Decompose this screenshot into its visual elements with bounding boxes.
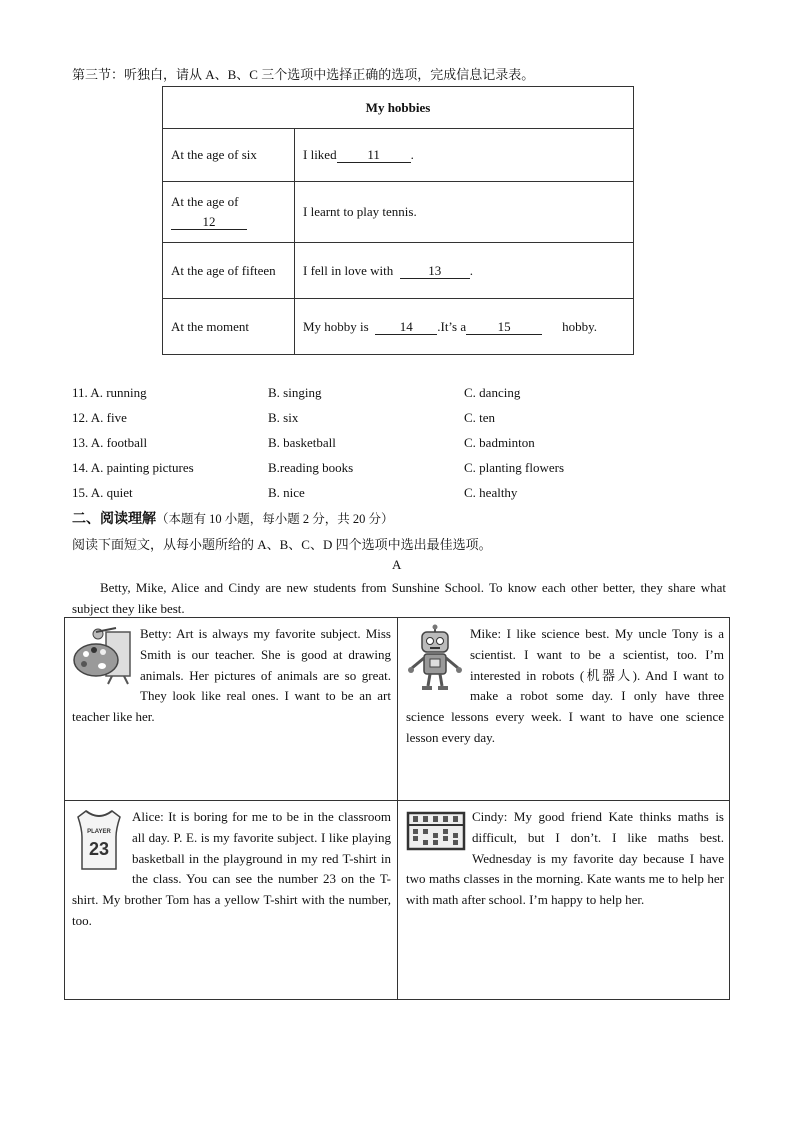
answer-blank-12: 12 bbox=[171, 215, 247, 230]
row-text-mid: .It’s a bbox=[437, 318, 467, 334]
answer-blank-14: 14 bbox=[375, 320, 437, 335]
intro-text: Betty, Mike, Alice and Cindy are new students from Sunshine School. To know each other better, they share what subject they like best. bbox=[72, 580, 726, 616]
option-11-c: C. dancing bbox=[464, 385, 521, 400]
mike-cell bbox=[406, 624, 724, 749]
table-row bbox=[163, 243, 634, 299]
option-14-c: C. planting flowers bbox=[464, 460, 565, 475]
table-cell-left: At the age of six bbox=[163, 129, 295, 182]
part2-instruction: 阅读下面短文，从每小题所给的 A、B、C、D 四个选项中选出最佳选项。 bbox=[72, 537, 492, 552]
mike-text: Mike: I like science best. My uncle Tony is a scientist. I want to be a scientist, too. I’m interested in robots (机器人). And I want to make a robot some day. I only have three science lessons every week. I want to have one science lesson every day. bbox=[406, 626, 724, 745]
grid-divider-horizontal bbox=[65, 800, 729, 801]
table-cell-left: At the moment bbox=[163, 299, 295, 355]
hobbies-table bbox=[162, 86, 634, 355]
table-row bbox=[163, 299, 634, 355]
passage-letter: A bbox=[392, 557, 402, 572]
table-cell-right bbox=[295, 243, 634, 299]
option-13-a: 13. A. football bbox=[72, 435, 148, 450]
row-text: My hobby is bbox=[303, 318, 369, 334]
table-row bbox=[163, 129, 634, 182]
part2-heading bbox=[72, 508, 394, 528]
option-15-c: C. healthy bbox=[464, 485, 518, 500]
table-cell-right bbox=[295, 299, 634, 355]
option-15-b: B. nice bbox=[268, 485, 305, 500]
row-text-end: . bbox=[410, 147, 414, 162]
betty-cell bbox=[72, 624, 391, 728]
option-11-b: B. singing bbox=[268, 385, 322, 400]
row-label: At the age of bbox=[171, 194, 239, 209]
option-12-b: B. six bbox=[268, 410, 299, 425]
cindy-cell bbox=[406, 807, 724, 911]
part2-note: （本题有 10 小题，每小题 2 分，共 20 分） bbox=[156, 512, 394, 526]
answer-blank-13: 13 bbox=[400, 264, 470, 279]
abacus-icon bbox=[406, 807, 466, 855]
art-palette-icon bbox=[72, 624, 134, 686]
table-cell-left bbox=[163, 182, 295, 243]
robot-icon bbox=[406, 624, 464, 692]
option-15-a: 15. A. quiet bbox=[72, 485, 133, 500]
option-13-b: B. basketball bbox=[268, 435, 336, 450]
table-title-row bbox=[163, 87, 634, 129]
option-13-c: C. badminton bbox=[464, 435, 535, 450]
row-text: I fell in love with bbox=[303, 262, 394, 278]
jersey-player-text: PLAYER bbox=[87, 829, 111, 835]
jersey-icon bbox=[72, 807, 126, 873]
option-12-a: 12. A. five bbox=[72, 410, 127, 425]
alice-text: Alice: It is boring for me to be in the classroom all day. P. E. is my favorite subject. I like playing basketball in the playground in my red T-shirt in the class. You can see the number 23 on the T-shirt. My brother Tom has a yellow T-shirt with the number, too. bbox=[72, 809, 391, 928]
answer-blank-11: 11 bbox=[337, 148, 411, 163]
cindy-text: Cindy: My good friend Kate thinks maths is difficult, but I don’t. I like maths best. Wednesday is my favorite day because I have two maths classes in the morning. Kate wants me to help her with math after school. I’m happy to help her. bbox=[406, 809, 724, 908]
part2-title: 二、阅读理解 bbox=[72, 512, 156, 527]
row-text-end: hobby. bbox=[562, 318, 598, 334]
option-11-a: 11. A. running bbox=[72, 385, 147, 400]
passage-intro bbox=[72, 577, 726, 619]
betty-text: Betty: Art is always my favorite subject. Miss Smith is our teacher. She is good at drawing animals. Her pictures of animals are so great. They look like real ones. I want to be an art teacher like her. bbox=[72, 626, 391, 725]
table-row bbox=[163, 182, 634, 243]
table-title: My hobbies bbox=[163, 87, 634, 129]
table-cell-left: At the age of fifteen bbox=[163, 243, 295, 299]
row-text-end: . bbox=[469, 262, 474, 278]
table-cell-right bbox=[295, 129, 634, 182]
students-grid bbox=[64, 617, 730, 1000]
jersey-number: 23 bbox=[88, 839, 110, 859]
option-14-b: B.reading books bbox=[268, 460, 354, 475]
table-cell-right: I learnt to play tennis. bbox=[295, 182, 634, 243]
section3-heading: 第三节：听独白，请从 A、B、C 三个选项中选择正确的选项，完成信息记录表。 bbox=[72, 67, 535, 82]
alice-cell bbox=[72, 807, 391, 932]
option-12-c: C. ten bbox=[464, 410, 496, 425]
answer-blank-15: 15 bbox=[466, 320, 542, 335]
grid-divider-vertical bbox=[397, 618, 398, 999]
row-text: I liked bbox=[303, 147, 337, 162]
option-14-a: 14. A. painting pictures bbox=[72, 460, 194, 475]
